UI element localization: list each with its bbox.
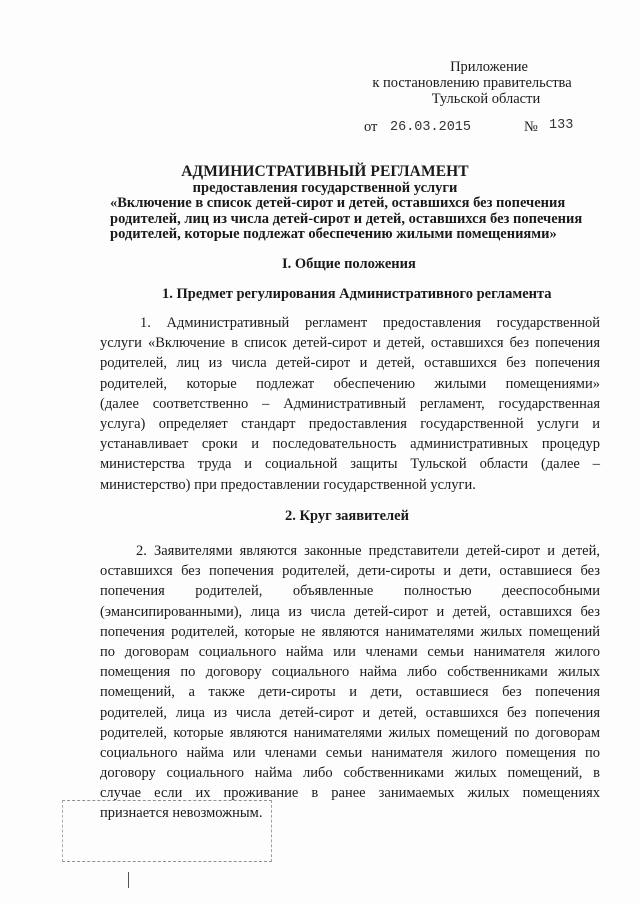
text-line: оставшихся без попечения родителей, дети-сироты и дети, оставшиеся без <box>100 563 600 580</box>
text-line: министерство) при предоставлении государственной услуги. <box>100 476 476 493</box>
text-line: родителей, лиц из числа детей-сирот и детей, оставшихся без попечения <box>100 355 600 372</box>
scan-mark <box>128 872 129 888</box>
title-line: «Включение в список детей-сирот и детей, оставшихся без попечения <box>110 195 566 211</box>
text-line: (эмансипированными), лица из числа детей-сирот и детей, оставшихся без <box>100 603 600 620</box>
appendix-note <box>352 59 592 107</box>
text-line: устанавливает сроки и последовательность административных процедур <box>100 436 600 453</box>
title-line: предоставления государственной услуги <box>192 179 458 196</box>
number-value: 133 <box>549 118 574 133</box>
text-line: помещений, а также дети-сироты и дети, оставшиеся без попечения <box>100 684 600 701</box>
title-line: родителей, которые подлежат обеспечению жилыми помещениями» <box>110 226 557 242</box>
text-line: родителей, которые подлежат обеспечению жилыми помещениями» <box>100 375 600 392</box>
text-line: помещения по договору социального найма либо собственниками жилых <box>100 664 600 681</box>
text-line: социального найма или членами семьи нанимателя жилого помещения по <box>100 744 600 761</box>
section-heading-general: I. Общие положения <box>282 256 416 272</box>
text-line: услуги «Включение в список детей-сирот и детей, оставшихся без попечения <box>100 335 600 352</box>
text-line: 2. Заявителями являются законные представители детей-сирот и детей, <box>136 543 600 559</box>
text-line: признается невозможным. <box>100 805 263 822</box>
scan-stamp-outline <box>62 800 272 862</box>
text-line: попечения родителей, которые не являются нанимателями жилых помещений <box>100 623 600 640</box>
text-line: 1. Административный регламент предоставления государственной <box>140 315 600 331</box>
date-label: от <box>364 119 378 135</box>
text-line: (далее соответственно – Административный регламент, государственная <box>100 395 600 412</box>
paragraph-subject <box>100 313 600 495</box>
date-value: 26.03.2015 <box>390 120 472 135</box>
text-line: услуга) определяет стандарт предоставления государственной услуги и <box>100 415 600 432</box>
text-line: попечения родителей, объявленные полностью дееспособными <box>100 583 600 600</box>
appendix-line: к постановлению правительства <box>372 75 572 91</box>
text-line: родителей, лица из числа детей-сирот и детей, оставшихся без попечения <box>100 704 600 721</box>
title-main: АДМИНИСТРАТИВНЫЙ РЕГЛАМЕНТ <box>181 163 469 180</box>
appendix-line: Приложение <box>450 59 528 75</box>
number-label: № <box>524 119 538 135</box>
paragraph-applicants <box>100 541 600 824</box>
section-heading-subject: 1. Предмет регулирования Административного регламента <box>162 286 552 302</box>
text-line: по договорам социального найма или членами семьи нанимателя жилого <box>100 643 600 660</box>
text-line: министерства труда и социальной защиты Тульской области (далее – <box>100 456 600 473</box>
title-line: родителей, лиц из числа детей-сирот и детей, оставшихся без попечения <box>110 210 583 227</box>
text-line: родителей, которые являются нанимателями жилых помещений по договорам <box>100 724 600 741</box>
document-title <box>110 163 583 243</box>
section-heading-applicants: 2. Круг заявителей <box>285 508 409 524</box>
appendix-line: Тульской области <box>431 91 541 107</box>
text-line: договору социального найма либо собственниками жилых помещений, в <box>100 765 600 782</box>
text-line: случае если их проживание в ранее занимаемых жилых помещениях <box>100 785 600 802</box>
